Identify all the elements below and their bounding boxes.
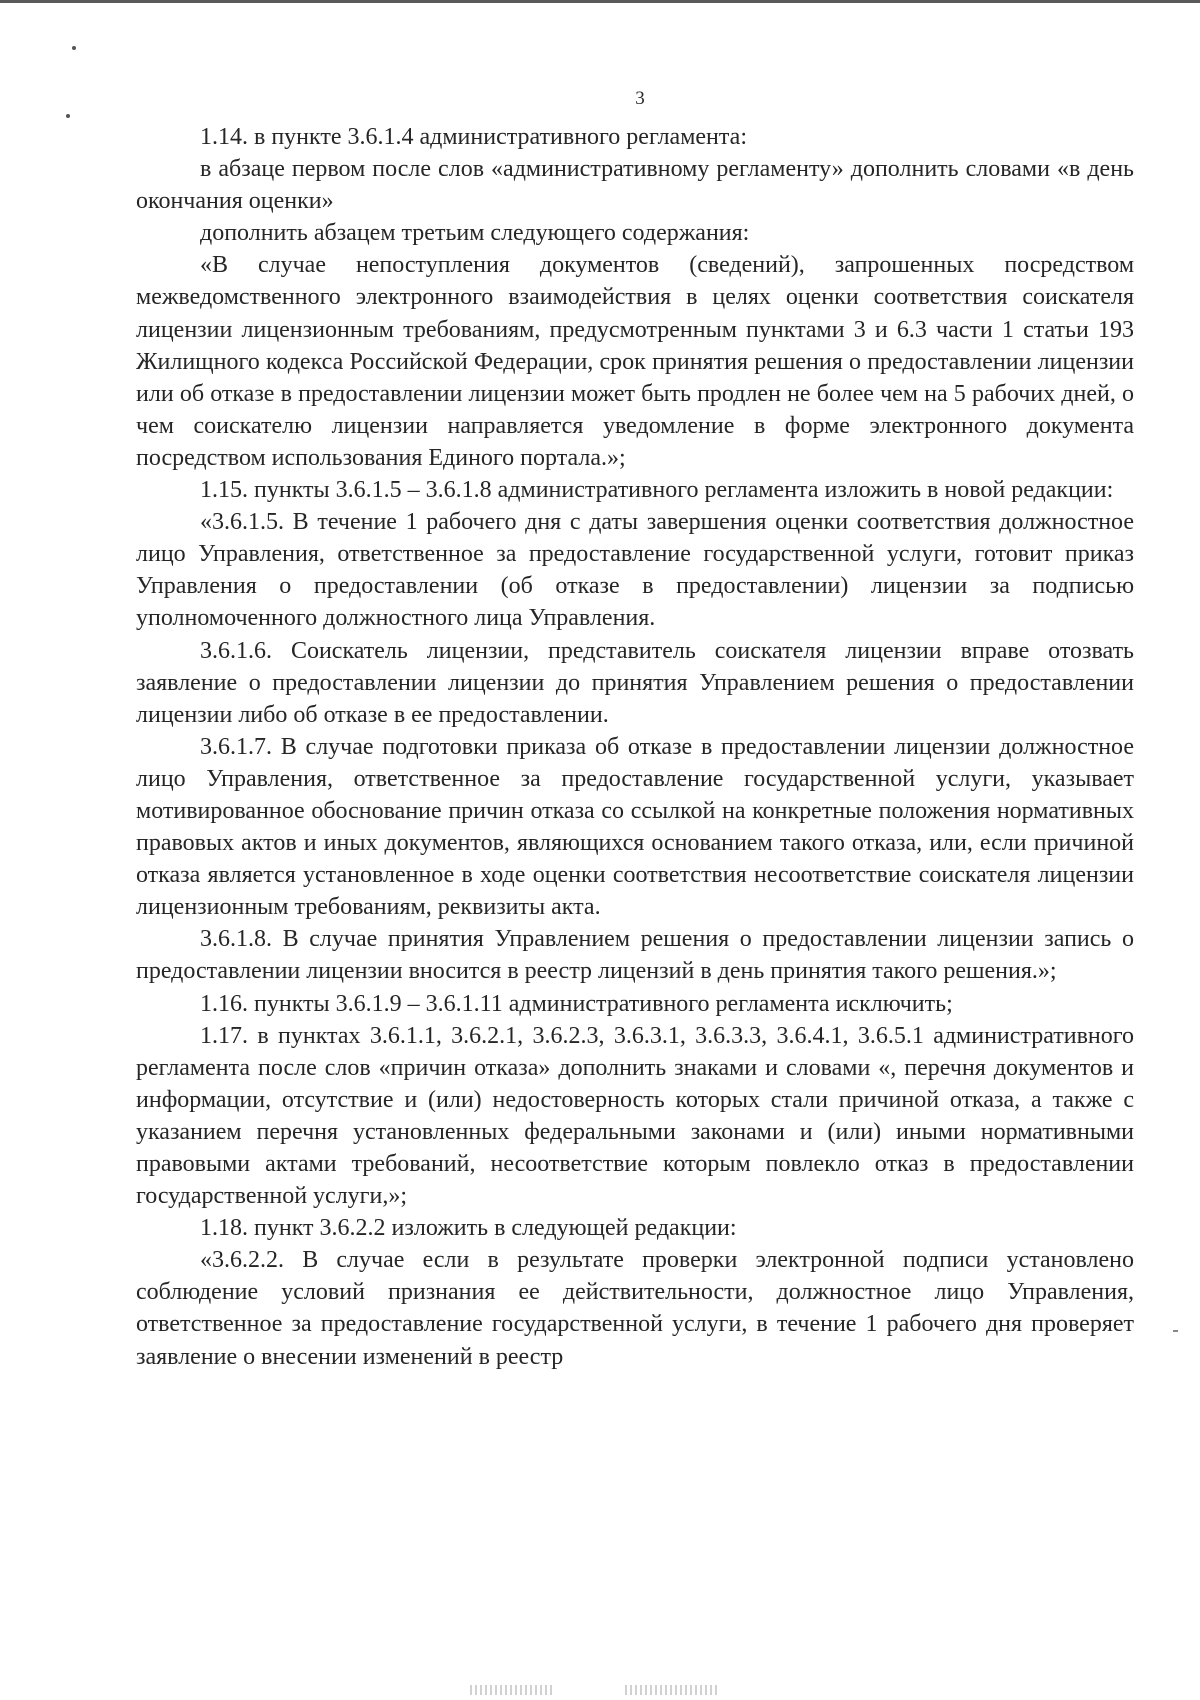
- paragraph-1-16: 1.16. пункты 3.6.1.9 – 3.6.1.11 административного регламента исключить;: [200, 990, 953, 1017]
- document-body: [136, 121, 1134, 1373]
- paragraph-3-6-2-2: «3.6.2.2. В случае если в результате проверки электронной подписи установлено соблюдение условий признания ее действительности, должностное лицо Управления, ответственное за предоставление государственной услуги, в течение 1 рабочего дня проверяет заявление о внесении изменений в реестр: [136, 1247, 1134, 1370]
- scan-bottom-smudge: [470, 1685, 552, 1695]
- paragraph-1-18: 1.18. пункт 3.6.2.2 изложить в следующей редакции:: [200, 1215, 737, 1242]
- scan-speck: [1173, 1330, 1178, 1332]
- paragraph-3-6-1-7: 3.6.1.7. В случае подготовки приказа об отказе в предоставлении лицензии должностное лицо Управления, ответственное за предоставление государственной услуги, указывает мотивированное обоснование причин отказа со ссылкой на конкретные положения нормативных правовых актов и иных документов, являющихся основанием такого отказа, или, если причиной отказа является установленное в ходе оценки соответствия несоответствие соискателя лицензии лицензионным требованиям, реквизиты акта.: [136, 733, 1134, 921]
- paragraph-amend-first: в абзаце первом после слов «административному регламенту» дополнить словами «в день окончания оценки»: [136, 156, 1134, 215]
- scan-speck: [66, 114, 70, 118]
- paragraph-1-15: 1.15. пункты 3.6.1.5 – 3.6.1.8 административного регламента изложить в новой редакции:: [200, 477, 1114, 504]
- paragraph-amend-third: дополнить абзацем третьим следующего содержания:: [200, 220, 750, 247]
- paragraph-3-6-1-5: «3.6.1.5. В течение 1 рабочего дня с даты завершения оценки соответствия должностное лицо Управления, ответственное за предоставление государственной услуги, готовит приказ Управления о предоставлении (об отказе в предоставлении) лицензии за подписью уполномоченного должностного лица Управления.: [136, 509, 1134, 632]
- paragraph-3-6-1-8: 3.6.1.8. В случае принятия Управлением решения о предоставлении лицензии запись о предоставлении лицензии вносится в реестр лицензий в день принятия такого решения.»;: [136, 926, 1134, 985]
- page-number: 3: [635, 88, 645, 109]
- paragraph-1-17: 1.17. в пунктах 3.6.1.1, 3.6.2.1, 3.6.2.3, 3.6.3.1, 3.6.3.3, 3.6.4.1, 3.6.5.1 административного регламента после слов «причин отказа» дополнить знаками и словами «, перечня документов и информации, отсутствие и (или) недостоверность которых стали причиной отказа, а также с указанием перечня установленных федеральными законами и (или) иными нормативными правовыми актами требований, несоответствие которым повлекло отказ в предоставлении государственной услуги,»;: [136, 1022, 1134, 1210]
- paragraph-1-14: 1.14. в пункте 3.6.1.4 административного регламента:: [200, 124, 747, 150]
- scan-top-edge: [0, 0, 1200, 3]
- paragraph-quoted-text: «В случае непоступления документов (сведений), запрошенных посредством межведомственного электронного взаимодействия в целях оценки соответствия соискателя лицензии лицензионным требованиям, предусмотренным пунктами 3 и 6.3 части 1 статьи 193 Жилищного кодекса Российской Федерации, срок принятия решения о предоставлении лицензии или об отказе в предоставлении лицензии может быть продлен не более чем на 5 рабочих дней, о чем соискателю лицензии направляется уведомление в форме электронного документа посредством использования Единого портала.»;: [136, 252, 1134, 471]
- scan-speck: [72, 46, 76, 50]
- paragraph-3-6-1-6: 3.6.1.6. Соискатель лицензии, представитель соискателя лицензии вправе отозвать заявление о предоставлении лицензии до принятия Управлением решения о предоставлении лицензии либо об отказе в ее предоставлении.: [136, 637, 1134, 728]
- scan-bottom-smudge: [625, 1685, 717, 1695]
